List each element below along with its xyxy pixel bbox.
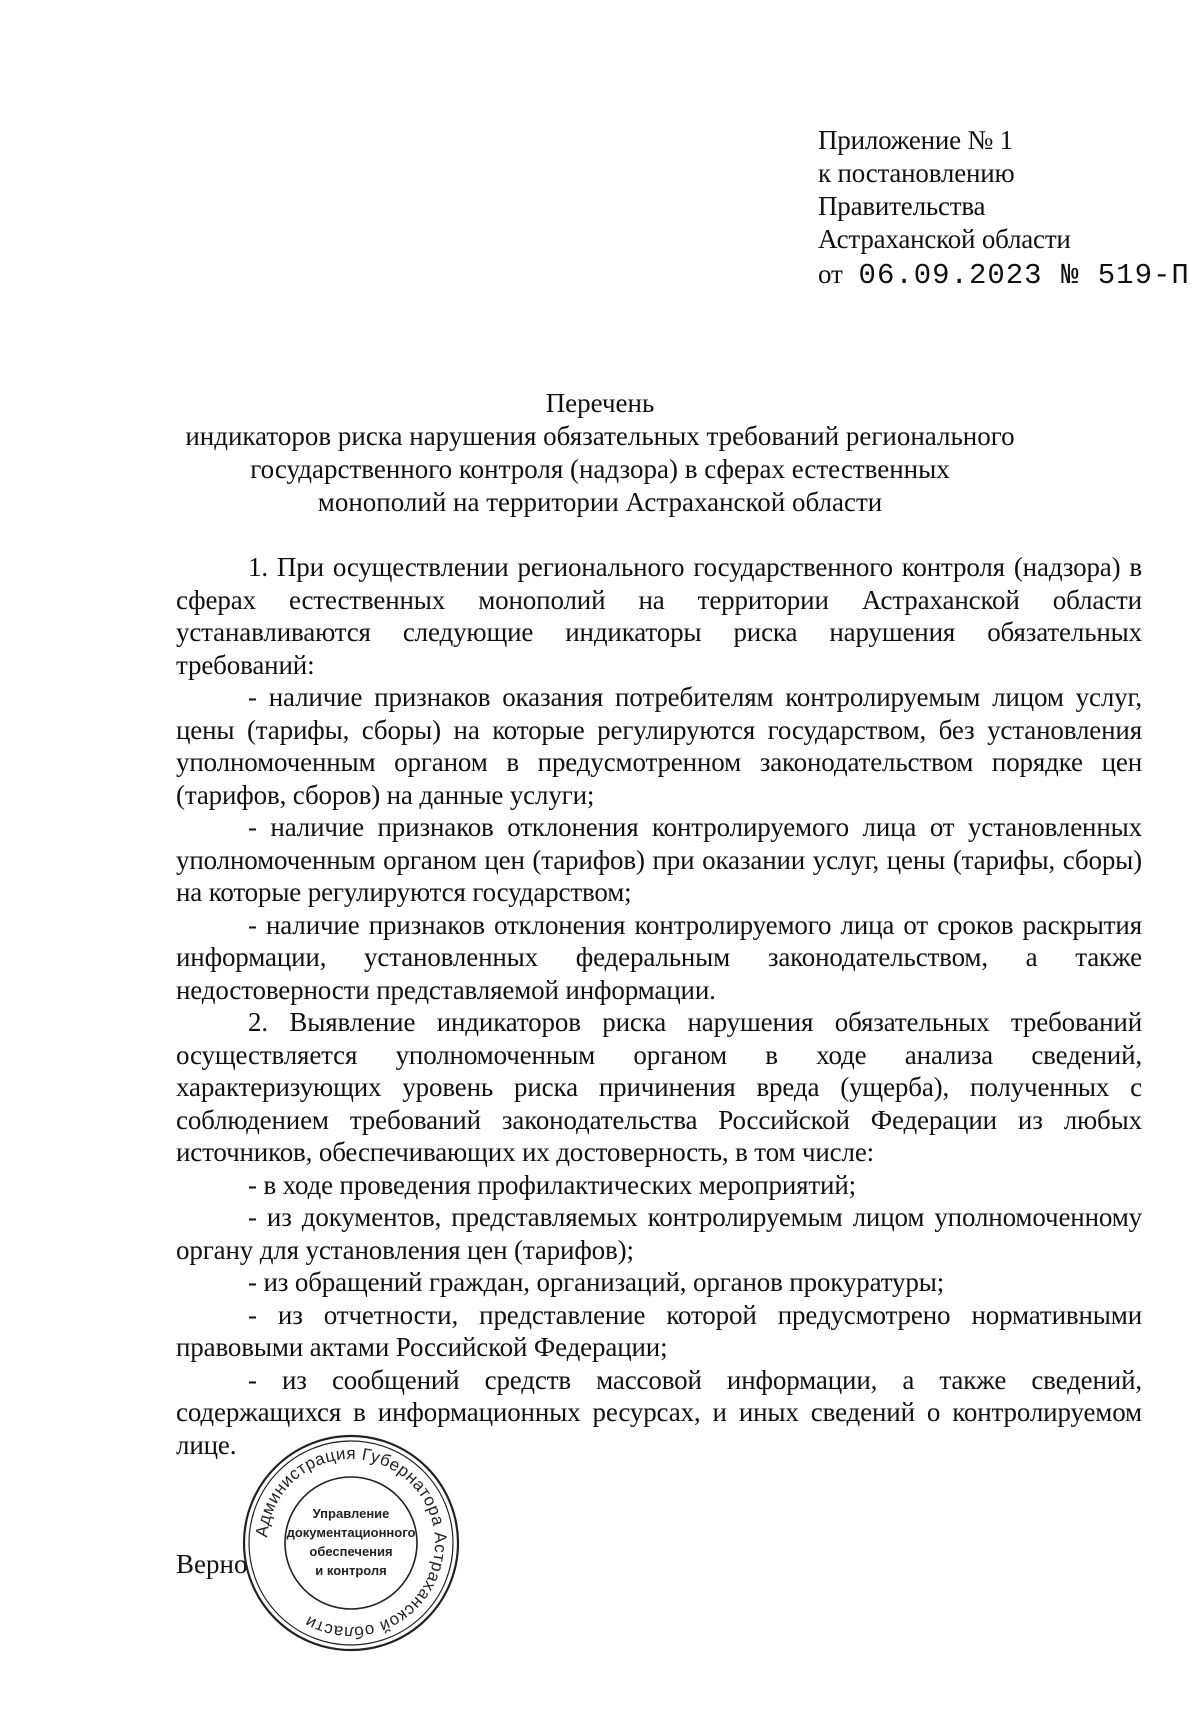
signature-verified-word: Верно	[176, 1549, 248, 1579]
appendix-date-row	[818, 258, 1190, 292]
document-title	[160, 387, 1040, 519]
stamp-center-line-4: и контроля	[315, 1563, 387, 1578]
stamp-center-line-2: документационного	[286, 1525, 416, 1540]
paragraph-8: - из обращений граждан, организаций, органов прокуратуры;	[248, 1267, 945, 1297]
official-stamp	[240, 1432, 462, 1654]
title-line-4: монополий на территории Астраханской области	[317, 487, 883, 517]
stamp-inner-ring	[285, 1477, 417, 1609]
appendix-authority: Правительства	[818, 191, 986, 221]
paragraph-2: - наличие признаков оказания потребителям контролируемым лицом услуг, цены (тарифы, сборы) на которые регулируются государством, без установления уполномоченным органом в предусмотренном законодательством порядке цен (тарифов, сборов) на данные услуги;	[176, 682, 1142, 810]
document-body	[176, 551, 1142, 1461]
stamp-center-line-3: обеспечения	[309, 1544, 393, 1559]
paragraph-3: - наличие признаков отклонения контролируемого лица от установленных уполномоченным органом цен (тарифов) при оказании услуг, цены (тарифы, сборы) на которые регулируются государством;	[176, 812, 1142, 907]
appendix-region: Астраханской области	[818, 224, 1071, 254]
paragraph-10: - из сообщений средств массовой информации, а также сведений, содержащихся в информационных ресурсах, и иных сведений о контролируемом лице.	[176, 1364, 1142, 1460]
paragraph-5: 2. Выявление индикаторов риска нарушения обязательных требований осуществляется уполномоченным органом в ходе анализа сведений, характеризующих уровень риска причинения вреда (ущерба), полученных с соблюдением требований законодательства Российской Федерации из любых источников, обеспечивающих их достоверность, в том числе:	[176, 1007, 1142, 1167]
appendix-from-label: от	[818, 259, 843, 289]
paragraph-9: - из отчетности, представление которой предусмотрено нормативными правовыми актами Российской Федерации;	[176, 1299, 1142, 1362]
title-line-1: Перечень	[545, 388, 655, 418]
paragraph-7: - из документов, представляемых контролируемым лицом уполномоченному органу для установления цен (тарифов);	[176, 1202, 1142, 1265]
appendix-date-number: 06.09.2023 № 519-П	[858, 259, 1190, 292]
stamp-center-line-1: Управление	[312, 1506, 390, 1521]
title-line-3: государственного контроля (надзора) в сферах естественных	[250, 454, 950, 484]
title-line-2: индикаторов риска нарушения обязательных требований регионального	[185, 421, 1015, 451]
stamp-outer-ring-inner	[249, 1441, 453, 1645]
appendix-reference: к постановлению	[818, 158, 1015, 188]
stamp-ring-text: Администрация Губернатора Астраханской области	[252, 1443, 451, 1643]
stamp-outer-ring	[244, 1436, 458, 1650]
stamp-graphic	[240, 1432, 462, 1654]
appendix-header	[818, 124, 1190, 292]
paragraph-1: 1. При осуществлении регионального государственного контроля (надзора) в сферах естественных монополий на территории Астраханской области устанавливаются следующие индикаторы риска нарушения обязательных требований:	[176, 552, 1142, 680]
paragraph-6: - в ходе проведения профилактических мероприятий;	[248, 1169, 856, 1200]
paragraph-4: - наличие признаков отклонения контролируемого лица от сроков раскрытия информации, установленных федеральным законодательством, а также недостоверности представляемой информации.	[176, 909, 1142, 1005]
appendix-number: Приложение № 1	[818, 125, 1013, 155]
